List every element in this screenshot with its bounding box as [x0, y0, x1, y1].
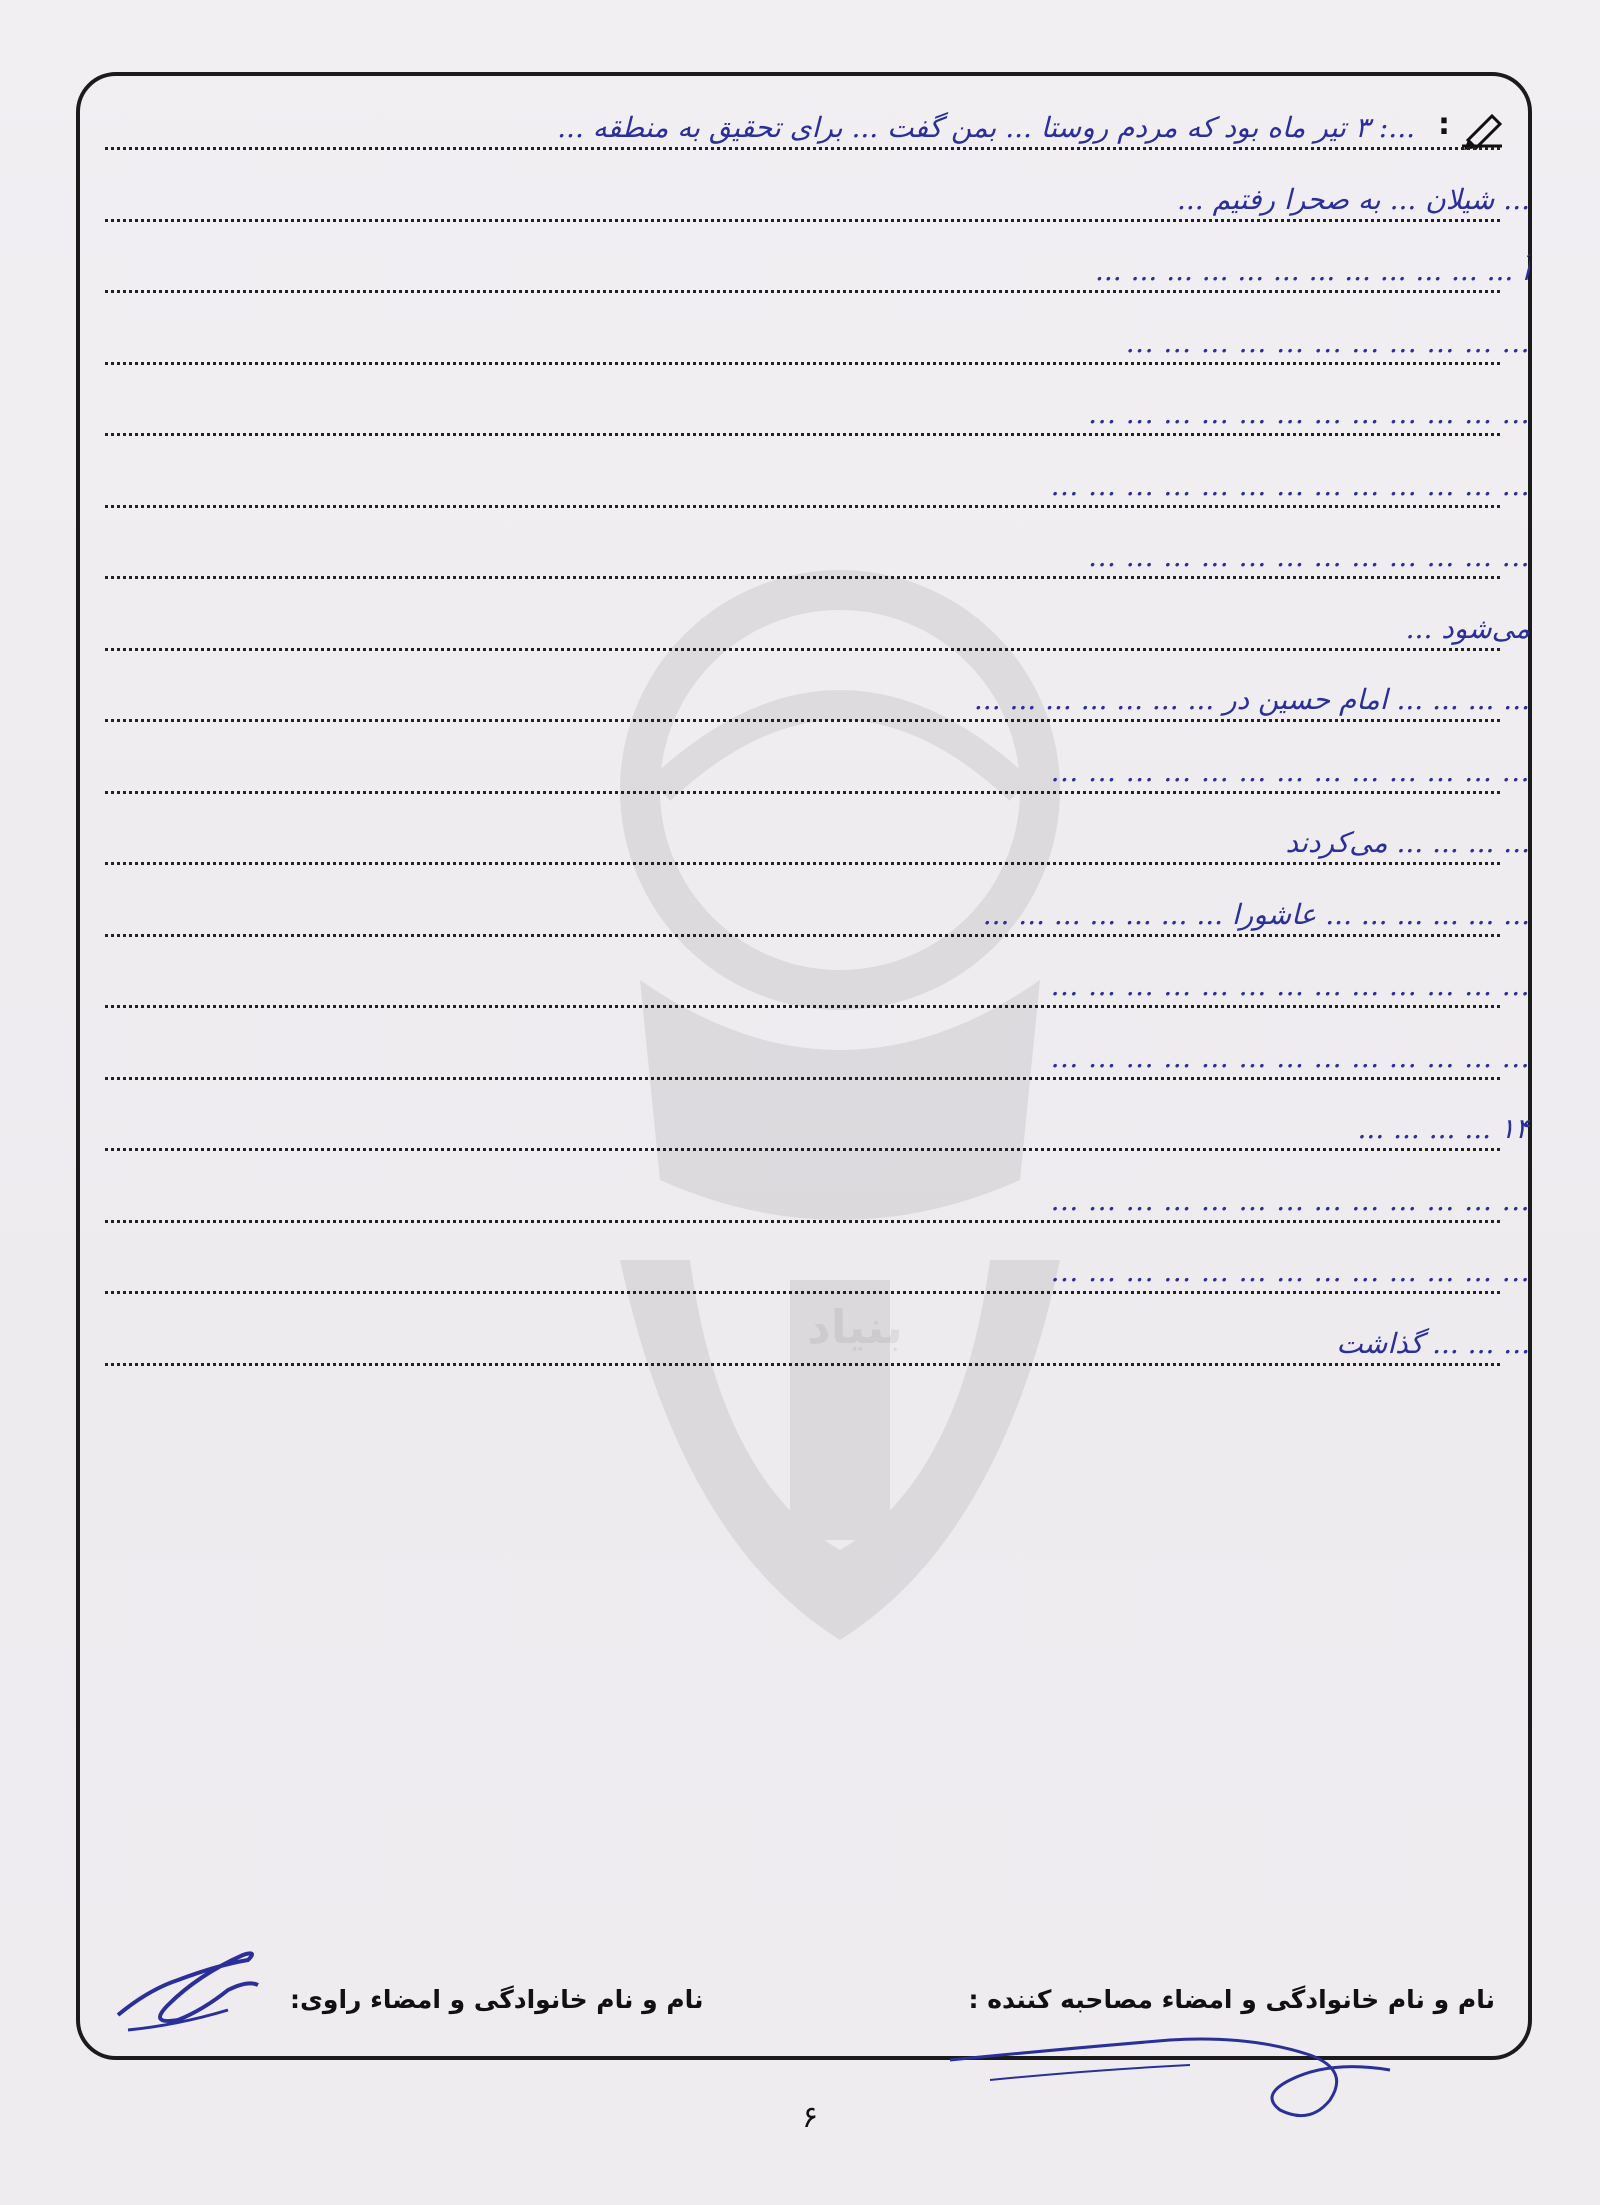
form-line: [105, 734, 1530, 794]
dotted-rule: [105, 862, 1500, 865]
dotted-rule: [105, 433, 1500, 436]
form-line: [105, 233, 1530, 293]
watermark-text: بنیاد: [807, 1300, 903, 1354]
handwritten-text: ...: ۳ تیر ماه بود که مردم روستا ... بمن گفت ... برای تحقیق به منطقه ...: [557, 111, 1415, 144]
narrator-signature-label: نام و نام خانوادگی و امضاء راوی:: [290, 1985, 704, 2014]
dotted-rule: [105, 1363, 1500, 1366]
dotted-rule: [105, 576, 1500, 579]
form-line: [105, 948, 1530, 1008]
handwritten-text: ... ... ... ... ... ... ... ... ... ... ... ... ...: [1050, 1183, 1530, 1217]
handwritten-text: ... ... ... ... ... ... ... ... ... ... ... ... ...: [1050, 754, 1530, 788]
form-line: [105, 376, 1530, 436]
form-line: [105, 1020, 1530, 1080]
handwritten-text: ... ... ... ... ... ... ... ... ... ... ... ... ...: [1050, 1255, 1530, 1288]
dotted-rule: [105, 219, 1500, 222]
handwritten-text: ... ... ... ... ... ... عاشورا ... ... ... ... ... ... ...: [982, 897, 1530, 931]
form-line: [105, 305, 1530, 365]
handwritten-text: ... ... ... ... امام حسین در ... ... ... ... ... ... ...: [973, 683, 1530, 716]
handwritten-text: ... ... ... ... ... ... ... ... ... ... ... ...: [1088, 397, 1530, 430]
dotted-rule: [105, 1077, 1500, 1080]
form-line: [105, 662, 1530, 722]
handwritten-text: ... ... ... ... ... ... ... ... ... ... ...: [1125, 325, 1530, 359]
dotted-rule: [105, 290, 1500, 293]
form-line: [105, 877, 1530, 937]
narrator-signature: [108, 1930, 268, 2040]
form-line: [105, 1306, 1530, 1366]
handwritten-text: ... ... ... ... می‌کردند: [1285, 826, 1530, 859]
handwritten-text: ... ... ... ... ... ... ... ... ... ... ... ... ...: [1050, 969, 1530, 1002]
handwritten-text: ... ... ... ... ... ... ... ... ... ... ... ...: [1088, 540, 1530, 573]
interviewer-signature: [930, 2000, 1410, 2130]
handwritten-text: می‌شود ...: [1405, 611, 1530, 645]
form-line: [105, 448, 1530, 508]
form-line: [105, 805, 1530, 865]
dotted-rule: [105, 505, 1500, 508]
form-line: [105, 90, 1500, 150]
dotted-rule: [105, 1005, 1500, 1008]
dotted-rule: [105, 934, 1500, 937]
handwritten-text: ۱۴ ... ... ... ...: [1357, 1112, 1530, 1145]
dotted-rule: [105, 1148, 1500, 1151]
form-line: [105, 1163, 1530, 1223]
dotted-rule: [105, 791, 1500, 794]
dotted-rule: [105, 1220, 1500, 1223]
form-line: [105, 1091, 1530, 1151]
handwritten-text: ... ... ... گذاشت: [1336, 1326, 1530, 1360]
dotted-rule: [105, 719, 1500, 722]
handwritten-text: ... ... ... ... ... ... ... ... ... ... ... ... ...: [1050, 468, 1530, 502]
handwritten-text: ... ... ... ... ... ... ... ... ... ... ... ... ...: [1050, 1040, 1530, 1074]
form-line: [105, 1234, 1530, 1294]
dotted-rule: [105, 648, 1500, 651]
form-colon: :: [1438, 107, 1450, 142]
page-number: ۶: [801, 2100, 819, 2135]
form-line: [105, 519, 1530, 579]
dotted-rule: [105, 1291, 1500, 1294]
dotted-rule: [105, 362, 1500, 365]
handwritten-text: ... شیلان ... به صحرا رفتیم ...: [1176, 182, 1530, 216]
interviewer-signature-label: نام و نام خانوادگی و امضاء مصاحبه کننده :: [968, 1985, 1495, 2014]
form-line: [105, 162, 1530, 222]
dotted-rule: [105, 147, 1500, 150]
handwritten-text: آ ... ... ... ... ... ... ... ... ... ... ... ...: [1095, 254, 1530, 287]
form-line: [105, 591, 1530, 651]
